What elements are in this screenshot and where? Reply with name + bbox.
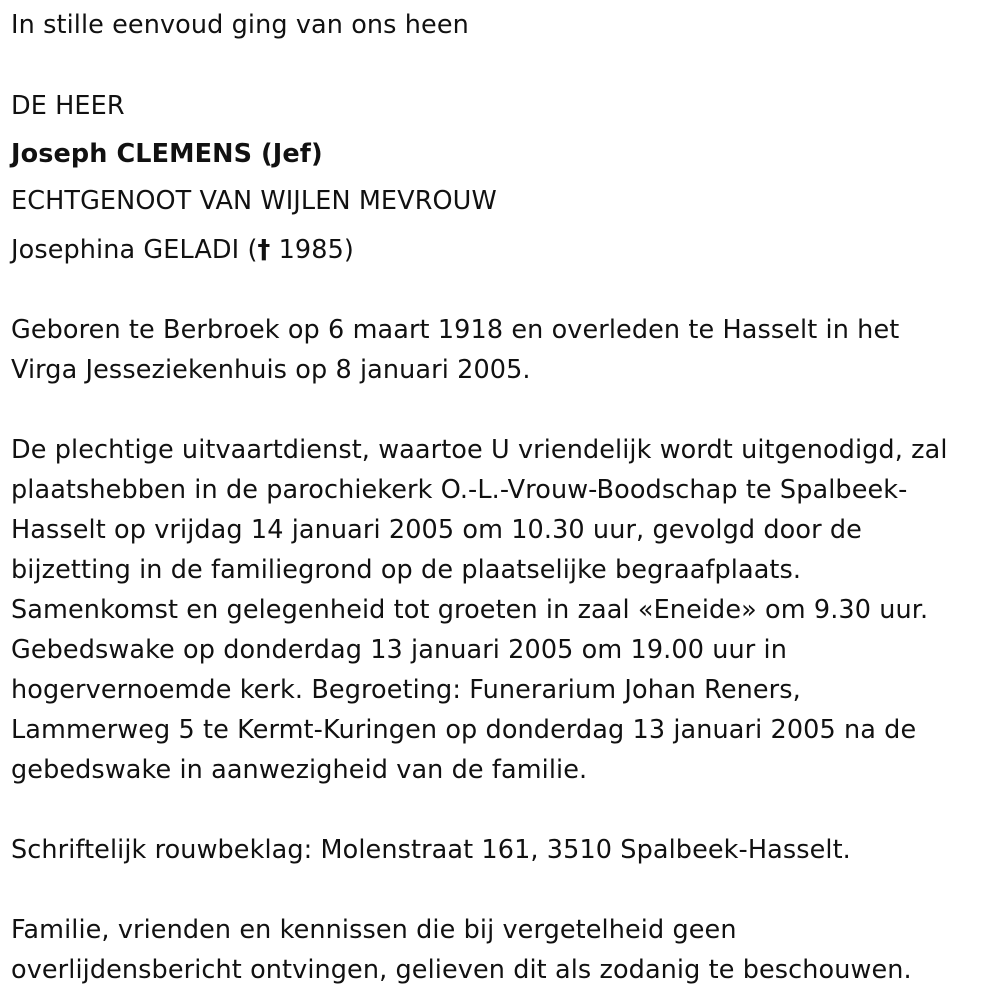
birth-death-line-1: Geboren te Berbroek op 6 maart 1918 en overleden te Hasselt in het <box>11 315 900 345</box>
ceremony-line-8: Lammerweg 5 te Kermt-Kuringen op donderdag 13 januari 2005 na de <box>11 715 917 745</box>
ceremony-line-5: Samenkomst en gelegenheid tot groeten in zaal «Eneide» om 9.30 uur. <box>11 595 929 625</box>
ceremony-line-2: plaatshebben in de parochiekerk O.-L.-Vrouw-Boodschap te Spalbeek- <box>11 475 908 505</box>
deceased-name: Joseph CLEMENS (Jef) <box>11 139 323 169</box>
intro-text: In stille eenvoud ging van ons heen <box>11 10 469 40</box>
closing-line-2: overlijdensbericht ontvingen, gelieven dit als zodanig te beschouwen. <box>11 955 912 985</box>
birth-death-line-2: Virga Jesseziekenhuis op 8 januari 2005. <box>11 355 531 385</box>
title-prefix: DE HEER <box>11 91 125 121</box>
ceremony-line-7: hogervernoemde kerk. Begroeting: Funerarium Johan Reners, <box>11 675 801 705</box>
ceremony-line-9: gebedswake in aanwezigheid van de familie. <box>11 755 588 785</box>
spouse-name-text: Josephina GELADI ( <box>11 235 258 265</box>
spouse-name <box>11 230 354 270</box>
spouse-death-year: 1985) <box>270 235 354 265</box>
spouse-relation: ECHTGENOOT VAN WIJLEN MEVROUW <box>11 186 497 216</box>
ceremony-line-6: Gebedswake op donderdag 13 januari 2005 om 19.00 uur in <box>11 635 787 665</box>
cross-icon: † <box>257 235 271 265</box>
ceremony-line-1: De plechtige uitvaartdienst, waartoe U vriendelijk wordt uitgenodigd, zal <box>11 435 948 465</box>
ceremony-line-4: bijzetting in de familiegrond op de plaatselijke begraafplaats. <box>11 555 802 585</box>
condolence-address: Schriftelijk rouwbeklag: Molenstraat 161, 3510 Spalbeek-Hasselt. <box>11 835 851 865</box>
ceremony-line-3: Hasselt op vrijdag 14 januari 2005 om 10.30 uur, gevolgd door de <box>11 515 862 545</box>
closing-line-1: Familie, vrienden en kennissen die bij vergetelheid geen <box>11 915 737 945</box>
